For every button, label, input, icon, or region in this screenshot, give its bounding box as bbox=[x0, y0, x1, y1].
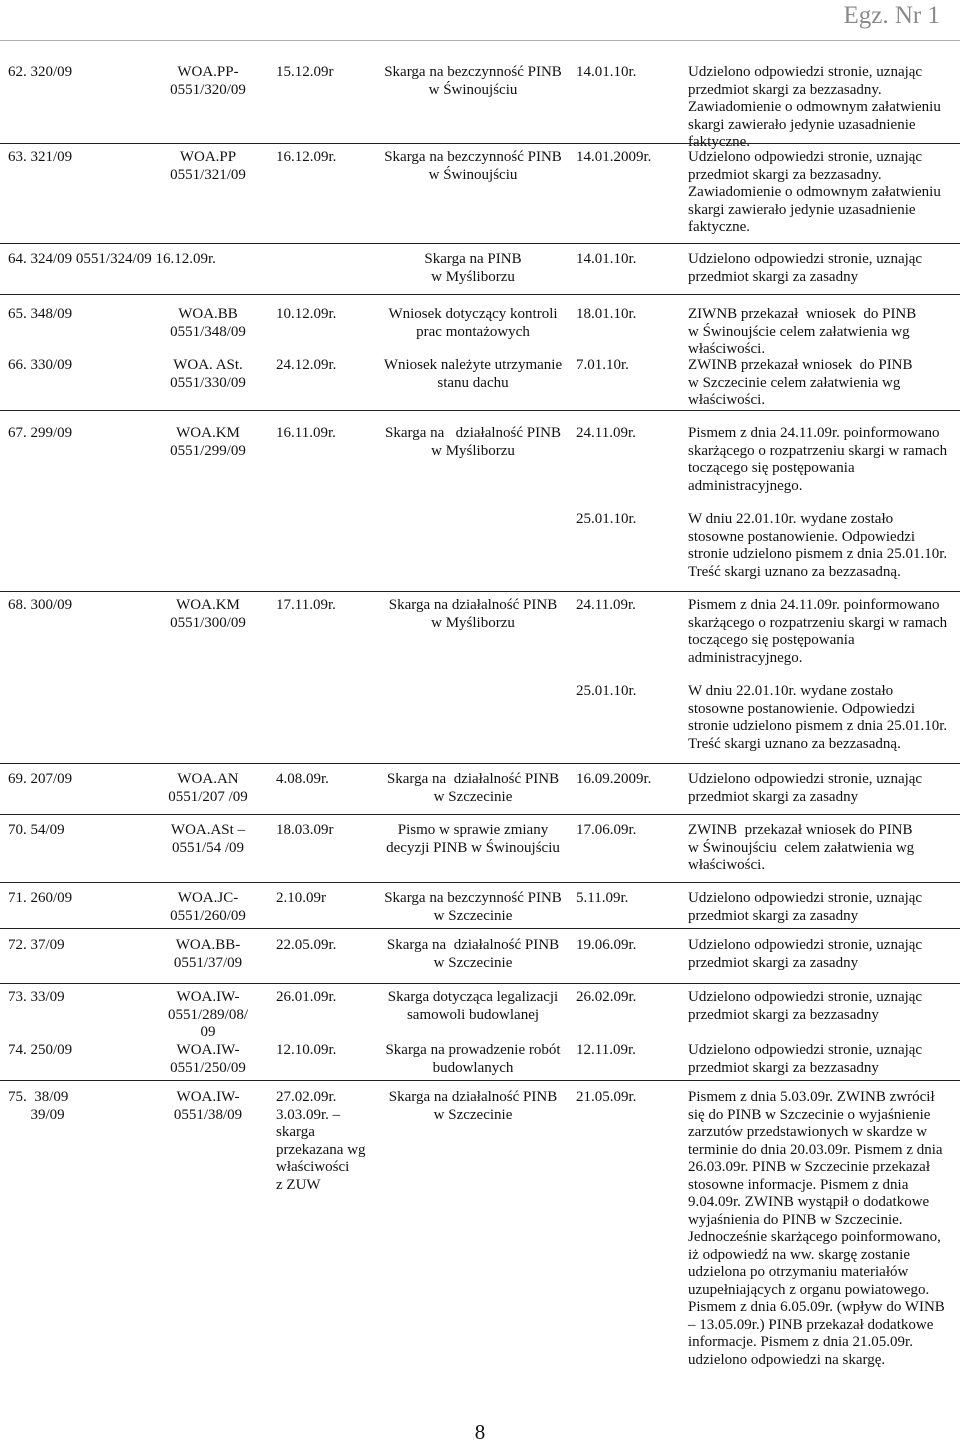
row-14-cell-r6: Pismem z dnia 5.03.09r. ZWINB zwrócił się do PINB w Szczecinie o wyjaśnienie zarzutów przedstawionych w skardze w terminie do dnia 20.03.09r. Pismem z dnia 26.03.09r. PINB w Szczecinie przekazał stosowne informacje. Pismem z dnia 9.04.09r. ZWINB wystąpił o dodatkowe wyjaśnienia do PINB w Szczecinie. Jednocześnie skarżącego poinformowano, iż odpowiedź na ww. skargę zostanie udzielona po otrzymaniu materiałów uzupełniających z organu powiatowego. Pismem z dnia 6.05.09r. (wpływ do WINB – 13.05.09r.) PINB przekazał dodatkowe informacje. Pismem z dnia 21.05.09r. udzielono odpowiedzi na skargę. bbox=[688, 1089, 945, 1368]
row-12-cell-r6: Udzielono odpowiedzi stronie, uznając przedmiot skargi za bezzasadny bbox=[688, 989, 923, 1023]
row-separator bbox=[0, 882, 960, 883]
row-7-cell-r6: Pismem z dnia 24.11.09r. poinformowano skarżącego o rozpatrzeniu skargi w ramach toczącego się postępowania administracyjnego. bbox=[688, 597, 948, 666]
row-11-cell-r2: WOA.BB- 0551/37/09 bbox=[173, 937, 243, 971]
row-12-cell-r3: 26.01.09r. bbox=[276, 989, 337, 1005]
row-6-cell-r2: WOA.KM 0551/299/09 bbox=[170, 425, 246, 459]
row-10-cell-r2: WOA.JC- 0551/260/09 bbox=[170, 890, 246, 924]
row-14-cell-r2: WOA.IW- 0551/38/09 bbox=[173, 1089, 243, 1123]
row-12-cell-r2: WOA.IW- 0551/289/08/ 09 bbox=[167, 989, 248, 1040]
row-7-cell-r5b: 25.01.10r. bbox=[576, 683, 637, 699]
row-4-cell-r2: WOA.BB 0551/348/09 bbox=[170, 306, 246, 340]
row-1-cell-r4: Skarga na bezczynność PINB w Świnoujściu bbox=[384, 64, 562, 98]
row-14-cell-r1: 75. 38/09 39/09 bbox=[8, 1089, 69, 1123]
row-4-cell-r1: 65. 348/09 bbox=[8, 306, 73, 322]
row-4-cell-r5: 18.01.10r. bbox=[576, 306, 637, 322]
row-6-cell-r6b: W dniu 22.01.10r. wydane zostało stosowne postanowienie. Odpowiedzi stronie udzielono pismem z dnia 25.01.10r. Treść skargi uznano za bezzasadną. bbox=[688, 511, 948, 580]
row-8-cell-r2: WOA.AN 0551/207 /09 bbox=[168, 771, 248, 805]
row-5-cell-r2: WOA. ASt. 0551/330/09 bbox=[170, 357, 246, 391]
row-2-cell-r4: Skarga na bezczynność PINB w Świnoujściu bbox=[384, 149, 562, 183]
row-13-cell-r1: 74. 250/09 bbox=[8, 1042, 73, 1058]
row-separator bbox=[0, 983, 960, 984]
row-4-cell-r4: Wniosek dotyczący kontroli prac montażowych bbox=[388, 306, 558, 340]
row-2-cell-r6: Udzielono odpowiedzi stronie, uznając przedmiot skargi za bezzasadny. Zawiadomienie o odmownym załatwieniu skargi zawierało jedynie uzasadnienie faktyczne. bbox=[688, 149, 941, 235]
row-12-cell-r5: 26.02.09r. bbox=[576, 989, 637, 1005]
row-10-cell-r4: Skarga na bezczynność PINB w Szczecinie bbox=[384, 890, 562, 924]
row-separator bbox=[0, 294, 960, 295]
page-number: 8 bbox=[474, 1420, 486, 1444]
row-5-cell-r5: 7.01.10r. bbox=[576, 357, 629, 373]
row-13-cell-r5: 12.11.09r. bbox=[576, 1042, 636, 1058]
row-4-cell-r6: ZIWNB przekazał wniosek do PINB w Świnoujście celem załatwienia wg właściwości. bbox=[688, 306, 917, 357]
row-10-cell-r1: 71. 260/09 bbox=[8, 890, 73, 906]
row-7-cell-r1: 68. 300/09 bbox=[8, 597, 73, 613]
row-6-cell-r5: 24.11.09r. bbox=[576, 425, 636, 441]
row-6-cell-r4: Skarga na działalność PINB w Myśliborzu bbox=[385, 425, 561, 459]
row-separator bbox=[0, 243, 960, 244]
row-4-cell-r3: 10.12.09r. bbox=[276, 306, 337, 322]
row-2-cell-r5: 14.01.2009r. bbox=[576, 149, 652, 165]
row-10-cell-r5: 5.11.09r. bbox=[576, 890, 629, 906]
row-1-cell-r1: 62. 320/09 bbox=[8, 64, 73, 80]
row-11-cell-r1: 72. 37/09 bbox=[8, 937, 65, 953]
row-13-cell-r2: WOA.IW- 0551/250/09 bbox=[170, 1042, 246, 1076]
row-14-cell-r4: Skarga na działalność PINB w Szczecinie bbox=[388, 1089, 558, 1123]
row-separator bbox=[0, 591, 960, 592]
row-2-cell-r1: 63. 321/09 bbox=[8, 149, 73, 165]
row-5-cell-r6: ZWINB przekazał wniosek do PINB w Szczecinie celem załatwienia wg właściwości. bbox=[688, 357, 913, 408]
row-separator bbox=[0, 928, 960, 929]
row-12-cell-r4: Skarga dotycząca legalizacji samowoli budowlanej bbox=[387, 989, 559, 1023]
row-3-cell-r1: 64. 324/09 0551/324/09 16.12.09r. bbox=[8, 251, 216, 267]
row-5-cell-r1: 66. 330/09 bbox=[8, 357, 73, 373]
row-9-cell-r6: ZWINB przekazał wniosek do PINB w Świnoujściu celem załatwienia wg właściwości. bbox=[688, 822, 915, 873]
row-6-cell-r6: Pismem z dnia 24.11.09r. poinformowano skarżącego o rozpatrzeniu skargi w ramach toczącego się postępowania administracyjnego. bbox=[688, 425, 948, 494]
row-13-cell-r3: 12.10.09r. bbox=[276, 1042, 337, 1058]
row-9-cell-r1: 70. 54/09 bbox=[8, 822, 65, 838]
row-1-cell-r5: 14.01.10r. bbox=[576, 64, 637, 80]
row-6-cell-r5b: 25.01.10r. bbox=[576, 511, 637, 527]
row-3-cell-r6: Udzielono odpowiedzi stronie, uznając przedmiot skargi za zasadny bbox=[688, 251, 923, 285]
row-14-cell-r3: 27.02.09r. 3.03.09r. – skarga przekazana wg właściwości z ZUW bbox=[276, 1089, 366, 1193]
document-header-label: Egz. Nr 1 bbox=[843, 2, 940, 29]
row-7-cell-r3: 17.11.09r. bbox=[276, 597, 336, 613]
row-11-cell-r5: 19.06.09r. bbox=[576, 937, 637, 953]
row-7-cell-r4: Skarga na działalność PINB w Myśliborzu bbox=[388, 597, 558, 631]
row-9-cell-r4: Pismo w sprawie zmiany decyzji PINB w Świnoujściu bbox=[386, 822, 560, 856]
row-11-cell-r4: Skarga na działalność PINB w Szczecinie bbox=[386, 937, 560, 971]
row-7-cell-r6b: W dniu 22.01.10r. wydane zostało stosowne postanowienie. Odpowiedzi stronie udzielono pismem z dnia 25.01.10r. Treść skargi uznano za bezzasadną. bbox=[688, 683, 948, 752]
row-1-cell-r6: Udzielono odpowiedzi stronie, uznając przedmiot skargi za bezzasadny. Zawiadomienie o odmownym załatwieniu skargi zawierało jedynie uzasadnienie faktyczne. bbox=[688, 64, 941, 150]
row-8-cell-r6: Udzielono odpowiedzi stronie, uznając przedmiot skargi za zasadny bbox=[688, 771, 923, 805]
row-10-cell-r6: Udzielono odpowiedzi stronie, uznając przedmiot skargi za zasadny bbox=[688, 890, 923, 924]
row-11-cell-r6: Udzielono odpowiedzi stronie, uznając przedmiot skargi za zasadny bbox=[688, 937, 923, 971]
row-12-cell-r1: 73. 33/09 bbox=[8, 989, 65, 1005]
row-9-cell-r3: 18.03.09r bbox=[276, 822, 334, 838]
row-9-cell-r2: WOA.ASt – 0551/54 /09 bbox=[170, 822, 246, 856]
row-2-cell-r3: 16.12.09r. bbox=[276, 149, 337, 165]
row-3-cell-r4: Skarga na PINB w Myśliborzu bbox=[424, 251, 522, 285]
row-separator bbox=[0, 814, 960, 815]
row-11-cell-r3: 22.05.09r. bbox=[276, 937, 337, 953]
row-9-cell-r5: 17.06.09r. bbox=[576, 822, 637, 838]
row-8-cell-r4: Skarga na działalność PINB w Szczecinie bbox=[386, 771, 560, 805]
row-1-cell-r3: 15.12.09r bbox=[276, 64, 334, 80]
row-10-cell-r3: 2.10.09r bbox=[276, 890, 326, 906]
row-separator bbox=[0, 143, 960, 144]
row-5-cell-r4: Wniosek należyte utrzymanie stanu dachu bbox=[383, 357, 563, 391]
row-separator bbox=[0, 763, 960, 764]
row-3-cell-r5: 14.01.10r. bbox=[576, 251, 637, 267]
row-8-cell-r5: 16.09.2009r. bbox=[576, 771, 652, 787]
row-5-cell-r3: 24.12.09r. bbox=[276, 357, 337, 373]
row-2-cell-r2: WOA.PP 0551/321/09 bbox=[170, 149, 246, 183]
row-6-cell-r3: 16.11.09r. bbox=[276, 425, 336, 441]
row-6-cell-r1: 67. 299/09 bbox=[8, 425, 73, 441]
row-13-cell-r4: Skarga na prowadzenie robót budowlanych bbox=[385, 1042, 561, 1076]
row-1-cell-r2: WOA.PP- 0551/320/09 bbox=[170, 64, 246, 98]
row-8-cell-r3: 4.08.09r. bbox=[276, 771, 329, 787]
header-rule bbox=[0, 40, 960, 41]
row-separator bbox=[0, 410, 960, 411]
row-7-cell-r5: 24.11.09r. bbox=[576, 597, 636, 613]
row-13-cell-r6: Udzielono odpowiedzi stronie, uznając przedmiot skargi za bezzasadny bbox=[688, 1042, 923, 1076]
row-separator bbox=[0, 1080, 960, 1081]
row-8-cell-r1: 69. 207/09 bbox=[8, 771, 73, 787]
row-14-cell-r5: 21.05.09r. bbox=[576, 1089, 637, 1105]
row-7-cell-r2: WOA.KM 0551/300/09 bbox=[170, 597, 246, 631]
